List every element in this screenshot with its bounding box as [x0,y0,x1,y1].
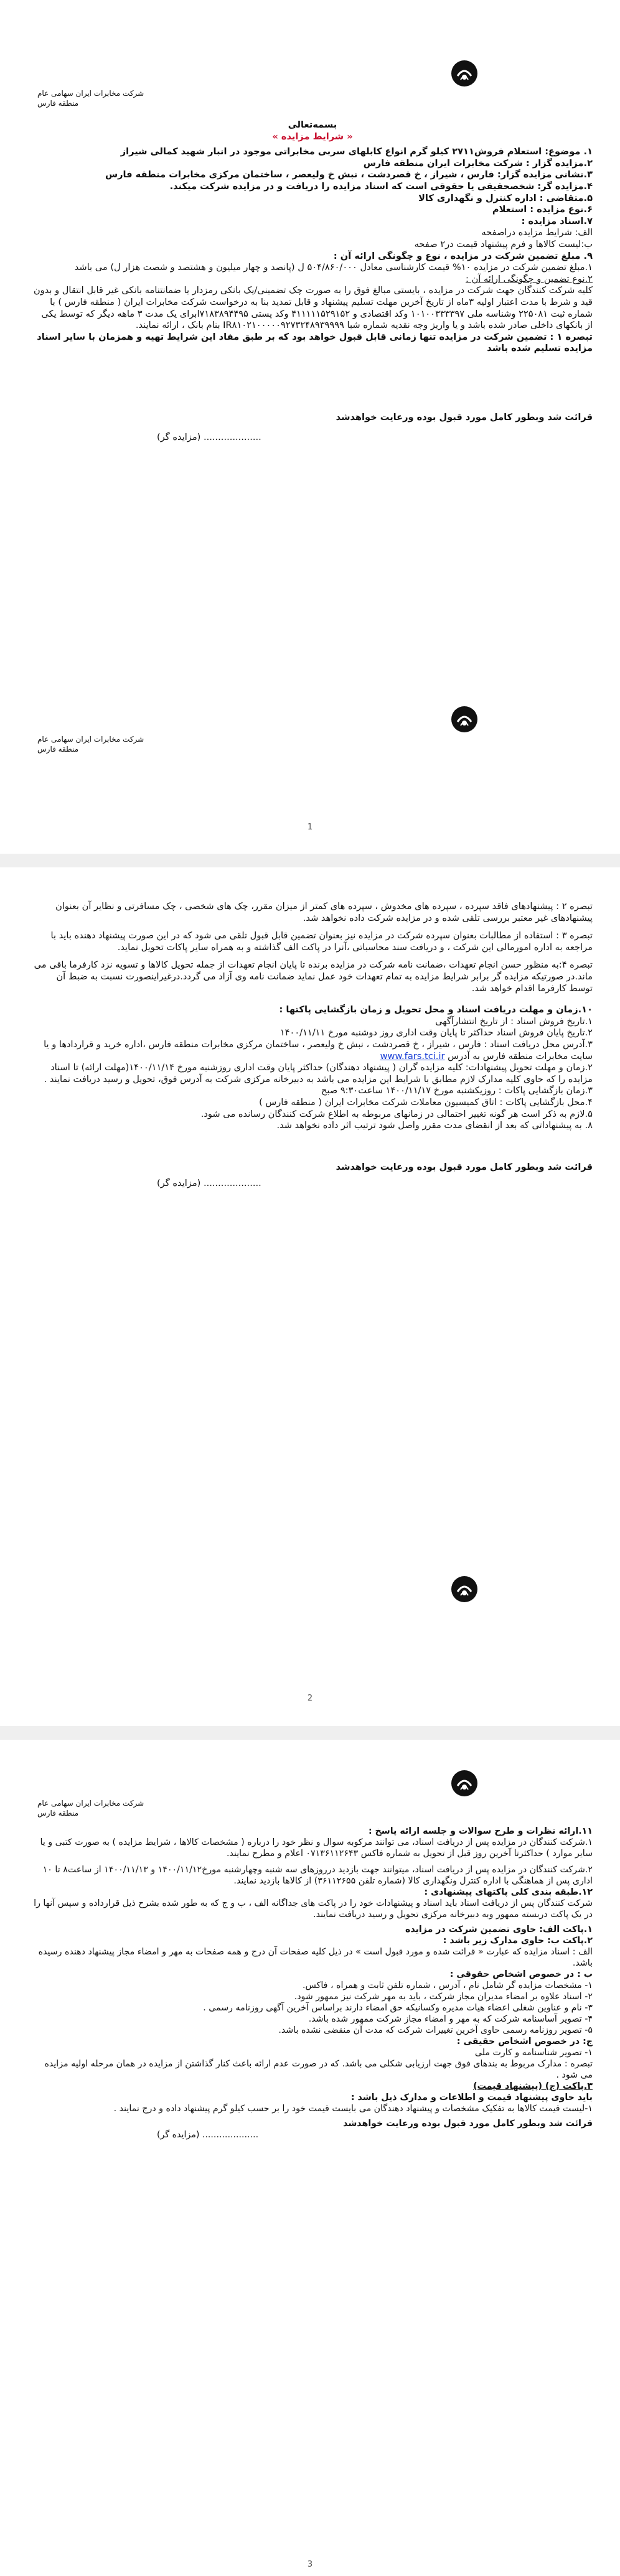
item-opening-place: ۴.محل بازگشایی پاکات : اتاق کمیسیون معاملات شرکت مخابرات ایران ( منطقه فارس ) [259,1096,593,1108]
org-name [37,88,144,108]
legal-persons-heading: ب : در خصوص اشخاص حقوقی : [449,1969,593,1979]
envelope-c-1: ۱-لیست قیمت کالاها به تفکیک مشخصات و پیشنهاد دهندگان می بایست قیمت خود را بر حسب کیلو گرم پیشنهاد داده و درج نمایند . [113,2104,593,2114]
item-envelopes: ۱۲.طبقه بندی کلی پاکتهای پیشنهادی : [424,1887,593,1897]
item-sale-start: ۱.تاریخ فروش اسناد : از تاریخ انتشارآگهی [435,1015,593,1027]
bismillah: بسمه‌تعالی [288,119,337,130]
item-sale-end: ۲.تاریخ پایان فروش اسناد حداکثر تا پایان وقت اداری روز دوشنبه مورخ ۱۴۰۰/۱۱/۱۱ [279,1027,593,1038]
note-evaluation: تبصره : مدارک مربوط به بندهای فوق جهت ارزیابی شکلی می باشد. که در صورت عدم ارائه باعث کنار گذاشتن از مزایده در همان مرحله اولیه مزایده می شود . [44,2059,593,2080]
note-4: تبصره ۴:به منظور حسن انجام تعهدات ،ضمانت نامه شرکت در مزایده برنده تا پایان انجام تعهدات از جمله تحویل کالاها و تسویه نزد کارفرما باقی می ماند.در صورتیکه مزایده گر برابر شرایط مزایده به تمام تعهدات خود عمل نماید ضمانت نامه وی آزاد می گردد.درغیراینصورت نسبت به ضبط آن توسط کارفرما اقدام خواهد شد. [34,959,593,994]
read-confirmation: قرائت شد وبطور کامل مورد قبول بوده ورعایت خواهدشد [336,1161,593,1172]
legal-3: ۳- نام و عناوین شغلی اعضاء هیات مدیره وکسانیکه حق امضاء دارند براساس آخرین آگهی روزنامه رسمی . [203,2003,593,2013]
signature-line: (مزایده گر) .................... [157,432,261,443]
item-envelopes-desc: شرکت کنندگان پس از دریافت اسناد باید اسناد و پیشنهادات خود را در پاکت های جداگانه الف ، ب و ج که به طور شده بشرح ذیل قرارداده و سپس آنها را در یک پاکت دربسته ممهور وبه دبیرخانه مرکزی تحویل و رسید دریافت نمایند. [34,1898,593,1920]
page-number: 1 [307,823,313,832]
item-guarantee-amount: ۱.مبلغ تضمین شرکت در مزایده ۱۰% قیمت کارشناسی معادل ۵۰۴/۸۶۰/۰۰۰ ل (پانصد و چهار میلیون و هشتصد و شصت هزار ل) می باشد [74,262,593,273]
item-visit: ۲.شرکت کنندگان در مزایده پس از دریافت اسناد، میتوانند جهت بازدید درروزهای سه شنبه وچهارشنبه مورخ۱۴۰۰/۱۱/۱۲ و ۱۴۰۰/۱۱/۱۳ از ساعت۸ تا ۱۰ اداری پس از هماهنگی با اداره کنترل ونگهداری کالا (شماره تلفن ۳۶۱۱۲۶۵۵) از کالاها بازدید نمایند. [42,1865,593,1886]
item-submission: ۲.زمان و مهلت تحویل پیشنهادات: کلیه مزایده گران ( پیشنهاد دهندگان) حداکثر پایان وقت اداری روزشنبه مورخ ۱۴۰۰/۱۱/۱۴(مهلت ارائه) تا اسناد مزایده را که حاوی کلیه مدارک لازم مطابق با شرایط این مزایده می باشد به دبیرخانه مرکزی شرکت به آدرس فوق، تحویل و رسید دریافت نمایند . [44,1062,593,1085]
document-title: « شرایط مزایده » [272,131,353,142]
item-address: ۳.نشانی مزایده گزار: فارس ، شیراز ، خ قصردشت ، نبش خ ولیعصر ، ساختمان مرکزی مخابرات منطقه فارس [105,169,593,180]
note-2: تبصره ۲ : پیشنهادهای فاقد سپرده ، سپرده های مخدوش ، سپرده های کمتر از میزان مقرر، چک های شخصی ، چک مسافرتی و نظایر آن بعنوان پیشنهادهای غیر معتبر بررسی تلقی شده و در مزایده شرکت داده نخواهد شد. [55,901,593,923]
org-name-text: شرکت مخابرات ایران سهامی عام [37,89,144,98]
tci-logo-footer-icon [449,1574,479,1604]
org-name-text: شرکت مخابرات ایران سهامی عام [37,1799,144,1808]
item-subject: ۱. موضوع: استعلام فروش۲۷۱۱ کیلو گرم انواع کابلهای سربی مخابراتی موجود در انبار شهید کمالی شیراز [120,146,593,157]
org-region-footer-text: منطقه فارس [37,745,79,754]
item-guarantee-type: ۲.نوع تضمین و چگونگی ارائه آن : [466,273,593,284]
tci-logo-icon [449,58,479,88]
legal-1: ۱- مشخصات مزایده گر شامل نام ، آدرس ، شماره تلفن ثابت و همراه ، فاکس. [302,1981,593,1990]
signature-line: (مزایده گر) .................... [157,1178,261,1189]
page-number: 3 [307,2560,313,2569]
pickup-address-text: ۳.آدرس محل دریافت اسناد : فارس ، شیراز ، خ قصردشت ، نبش خ ولیعصر ، ساختمان مرکزی مخابرات منطقه فارس ،اداره خرید و قراردادها و یا سایت مخابرات منطقه فارس به آدرس [44,1038,593,1062]
website-link[interactable]: www.fars.tci.ir [380,1050,445,1062]
item-opening-time: ۳.زمان بازگشایی پاکات : روزیکشنبه مورخ ۱۴۰۰/۱۱/۱۷ ساعت۹:۳۰ صبح [321,1085,593,1096]
envelope-b-a: الف : اسناد مزایده که عبارت « قرائت شده و مورد قبول است » در ذیل کلیه صفحات آن درج و همه صفحات به مهر و امضاء مجاز پیشنهاد دهنده رسیده باشد. [38,1947,593,1968]
note-1: تبصره ۱ : تضمین شرکت در مزایده تنها زمانی قابل قبول خواهد بود که بر طبق مفاد این شرایط تهیه و همزمان با سایر اسناد مزایده تسلیم شده باشد [37,331,593,354]
envelope-c: ۳.پاکت (ج) (پیشنهاد قیمت) [473,2081,593,2091]
tci-logo-footer-icon [449,704,479,734]
item-documents: ۷.اسناد مزایده : [521,215,593,226]
tci-logo-icon [449,1768,479,1798]
page-2-body [32,901,593,1190]
document-page-2 [0,867,620,1726]
page-1-body [32,119,593,444]
item-documents-b: ب:لیست کالاها و فرم پیشنهاد قیمت در۲ صفحه [414,238,593,250]
org-region-text: منطقه فارس [37,1809,79,1818]
item-guarantee: ۹. مبلغ تضمین شرکت در مزایده ، نوع و چگونگی ارائه آن : [333,250,593,261]
org-name-footer [37,734,144,754]
item-applicant: ۵.متقاضی : اداره کنترل و نگهداری کالا [418,192,593,203]
item-changes-note: ۵.لازم به ذکر است هر گونه تغییر احتمالی در زمانهای مربوطه به اطلاع شرکت کنندگان رسانده می شود. [200,1108,593,1119]
legal-2: ۲- اسناد علاوه بر امضاء مدیران مجاز شرکت ، باید به مهر شرکت نیز ممهور شود. [294,1992,593,2002]
natural-persons-heading: ج: در خصوص اشخاص حقیقی : [456,2037,593,2046]
document-page-3 [0,1740,620,2576]
item-bidder: ۴.مزایده گر: شخصحقیقی یا حقوقی است که اسناد مزایده را دریافت و در مزایده شرکت میکند. [169,180,593,192]
signature-line: (مزایده گر) .................... [157,2130,259,2140]
envelope-c-desc: باید حاوی پیشنهاد قیمت و اطلاعات و مدارک ذیل باشد : [350,2093,593,2102]
envelope-b: ۲.پاکت ب: حاوی مدارک زیر باشد : [443,1936,593,1946]
item-documents-a: الف: شرایط مزایده دراصفحه [481,227,593,238]
read-confirmation: قرائت شد وبطور کامل مورد قبول بوده ورعایت خواهدشد [336,411,593,422]
legal-5: ۵- تصویر روزنامه رسمی حاوی آخرین تغییرات شرکت که مدت آن منقضی نشده باشد. [278,2025,593,2035]
item-late-bids: ۸. به پیشنهاداتی که بعد از انقضای مدت مقرر واصل شود ترتیب اثر داده نخواهد شد. [276,1120,593,1131]
page-3-body [32,1826,593,2140]
page-number: 2 [307,1694,313,1703]
org-name [37,1798,144,1818]
read-confirmation: قرائت شد وبطور کامل مورد قبول بوده ورعایت خواهدشد [343,2119,593,2129]
org-region-text: منطقه فارس [37,99,79,108]
document-page-1 [0,0,620,854]
item-schedule: ۱۰.زمان و مهلت دریافت اسناد و محل تحویل و زمان بازگشایی پاکتها : [279,1004,593,1015]
legal-4: ۴- تصویر آساسنامه شرکت که به مهر و امضاء مجاز شرکت ممهور شده باشد. [308,2014,593,2024]
note-3: تبصره ۳ : استفاده از مطالبات بعنوان سپرده شرکت در مزایده نیز بعنوان تضمین قابل قبول تلقی می شود که در این صورت پیشنهاد دهنده باید با مراجعه به اداره امورمالی این شرکت ، و دریافت سند محاسباتی ،آنرا در پاکت الف گذاشته و به همراه سایر پاکات تحویل نماید. [50,930,593,953]
item-questions: ۱۱.ارائه نظرات و طرح سوالات و جلسه ارائه پاسخ : [368,1826,593,1836]
item-pickup-address [32,1039,593,1062]
natural-1: ۱- تصویر شناسنامه و کارت ملی [474,2048,593,2058]
item-questions-1: ۱.شرکت کنندگان در مزایده پس از دریافت اسناد، می توانند مرکوبه سوال و نظر خود را درباره ( مشخصات کالاها ، شرایط مزایده ) به صورت کتبی و یا سایر موارد ) حداکثرتا آخرین روز قبل از تحویل به شماره فاکس ۰۷۱۳۶۱۱۲۶۴۳ اعلام و مطرح نمایند. [40,1837,593,1859]
item-auction-type: ۶.نوع مزایده : استعلام [492,204,593,215]
item-guarantee-details: کلیه شرکت کنندگان جهت شرکت در مزایده ، بایستی مبالغ فوق را به صورت چک تضمینی/یک بانکی رمزدار یا ضمانتنامه بانکی غیر قابل انتقال و بدون قید و شرط با مدت اعتبار اولیه ۳ماه از تاریخ آخرین مهلت تسلیم پیشنهاد و قابل تمدید بنا به درخواست شرکت مخابرات ایران ( منطقه فارس ) با شماره ثبت ۲۲۵۰۸۱ وشناسه ملی ۱۰۱۰۰۳۳۳۳۹۷ وکد اقتصادی و ۴۱۱۱۱۱۵۲۹۱۵۲ وکد پستی ۷۱۸۳۸۹۴۴۹۵ابرای یک مدت ۳ ماهه دیگر که توسط یکی از بانکهای داخلی صادر شده باشد و یا واریز وجه نقدیه شماره شبا IR۸۱۰۲۱۰۰۰۰۰۹۲۷۳۲۴۸۹۳۹۹۹۹ بنام بانک ، ارائه نمایند. [33,285,593,331]
item-auctioneer: ۲.مزایده گزار : شرکت مخابرات ایران منطقه فارس [363,157,593,169]
envelope-a: ۱.پاکت الف: حاوی تضمین شرکت در مزایده [405,1925,593,1934]
org-name-footer-text: شرکت مخابرات ایران سهامی عام [37,735,144,744]
